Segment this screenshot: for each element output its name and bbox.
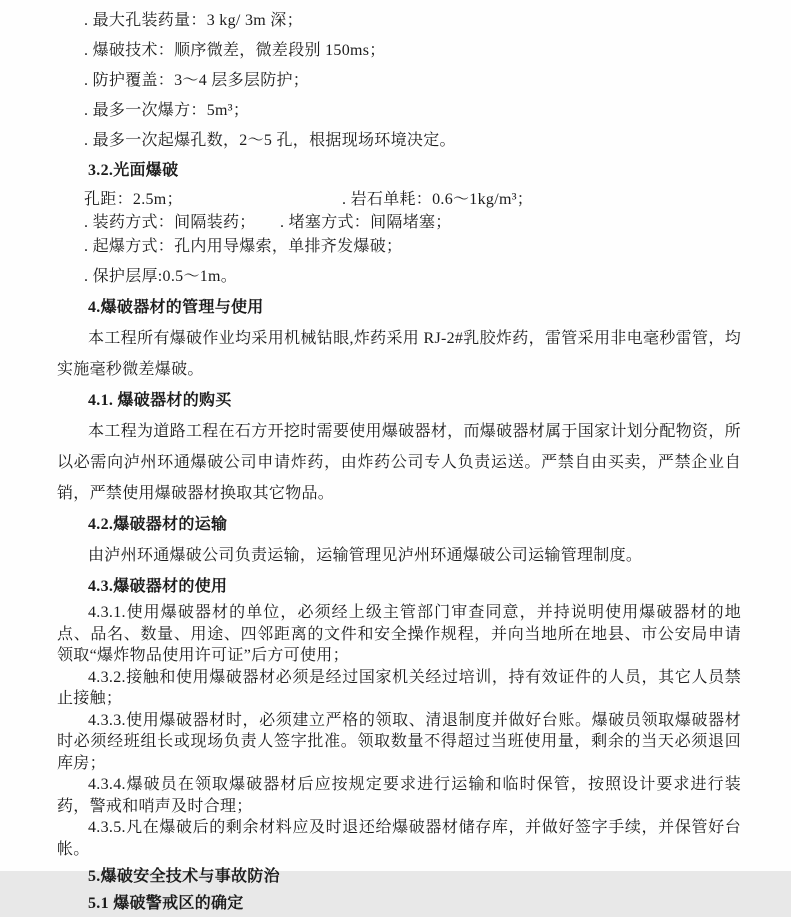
paragraph: 4.3.3.使用爆破器材时，必须建立严格的领取、清退制度并做好台账。爆破员领取爆破器材时必须经班组长或现场负责人签字批准。领取数量不得超过当班使用量，剩余的当天必须退回库房； [57, 711, 741, 772]
spec-line-segment: . 装药方式：间隔装药； [84, 214, 256, 231]
spec-line: . 爆破技术：顺序微差，微差段别 150ms； [84, 42, 386, 59]
spec-line: . 防护覆盖：3～4 层多层防护； [84, 72, 310, 89]
section-heading: 3.2.光面爆破 [88, 162, 179, 179]
paragraph: 4.3.5.凡在爆破后的剩余材料应及时退还给爆破器材储存库，并做好签字手续，并保管好台帐。 [57, 819, 741, 858]
section-heading: 4.2.爆破器材的运输 [88, 516, 228, 533]
spec-line-two-column [57, 186, 741, 209]
section-heading: 4.3.爆破器材的使用 [88, 578, 228, 595]
paragraph: 本工程为道路工程在石方开挖时需要使用爆破器材，而爆破器材属于国家计划分配物资，所以必需向泸州环通爆破公司申请炸药，由炸药公司专人负责运送。严禁自由买卖，严禁企业自销，严禁使用爆破器材换取其它物品。 [57, 423, 741, 502]
paragraph: 4.3.1.使用爆破器材的单位，必须经上级主管部门审查同意，并持说明使用爆破器材的地点、品名、数量、用途、四邻距离的文件和安全操作规程，并向当地所在地县、市公安局申请领取“爆炸物品使用许可证”后方可使用； [57, 604, 741, 664]
spec-line: . 最多一次爆方：5m³； [84, 102, 250, 119]
section-heading: 5.1 爆破警戒区的确定 [88, 895, 244, 912]
spec-line-segment: 孔距：2.5m； [84, 191, 183, 208]
spec-line-two-column [57, 209, 741, 232]
spec-line: . 起爆方式：孔内用导爆索，单排齐发爆破； [84, 238, 403, 255]
section-heading: 5.爆破安全技术与事故防治 [88, 868, 280, 885]
section-heading: 4.爆破器材的管理与使用 [88, 299, 264, 316]
spec-line: . 最多一次起爆孔数，2～5 孔，根据现场环境决定。 [84, 132, 456, 149]
spec-line: . 保护层厚:0.5～1m。 [84, 268, 238, 285]
paragraph: 由泸州环通爆破公司负责运输，运输管理见泸州环通爆破公司运输管理制度。 [88, 547, 643, 564]
spec-line-segment: . 岩石单耗：0.6～1kg/m³； [342, 191, 534, 208]
paragraph: 本工程所有爆破作业均采用机械钻眼,炸药采用 RJ-2#乳胶炸药，雷管采用非电毫秒雷管，均实施毫秒微差爆破。 [57, 330, 741, 378]
spec-line: . 最大孔装药量：3 kg/ 3m 深； [84, 12, 303, 29]
paragraph: 4.3.2.接触和使用爆破器材必须是经过国家机关经过培训，持有效证件的人员，其它人员禁止接触； [57, 668, 741, 707]
paragraph: 4.3.4.爆破员在领取爆破器材后应按规定要求进行运输和临时保管，按照设计要求进行装药，警戒和哨声及时合理； [57, 776, 741, 815]
section-heading: 4.1. 爆破器材的购买 [88, 392, 232, 409]
spec-line-segment: . 堵塞方式：间隔堵塞； [280, 214, 452, 231]
